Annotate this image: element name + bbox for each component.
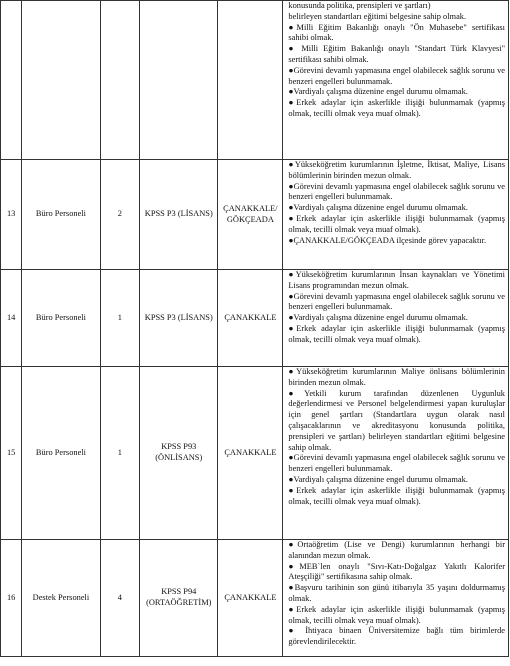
- row-number: 13: [1, 160, 22, 270]
- condition-item: belirleyen standartları eğitimi belgesine sahip olmak.: [288, 11, 467, 21]
- condition-item: ●Yetkili kurum tarafından düzenlenen Uygunluk değerlendirmesi ve Personel belgelendirmesi yapan kuruluşlar için genel şartları (Standartlara uygun olarak nasıl çalışacaklarının ve akreditasyonu konusunda politika, prensipleri ve şartları) belirleyen standartları eğitimi belgesine sahip olmak.: [288, 388, 505, 452]
- condition-item: ●Görevini devamlı yapmasına engel olabilecek sağlık sorunu ve benzeri engelleri bulunmamak.: [288, 65, 505, 86]
- conditions-cell: [283, 367, 509, 540]
- position-count: 4: [100, 540, 140, 657]
- condition-item: ●Vardiyalı çalışma düzenine engel durumu olmamak.: [288, 87, 468, 97]
- condition-item: ●Yükseköğretim kurumlarının İnsan kaynakları ve Yönetimi Lisans programından mezun olmak.: [288, 270, 505, 290]
- condition-item: ●Yükseköğretim kurumlarının İşletme, İktisat, Maliye, Lisans bölümlerinin birinden mezun olmak.: [288, 160, 505, 180]
- row-number: 15: [1, 367, 22, 540]
- conditions-cell: [283, 1, 509, 160]
- table-row: [1, 160, 509, 270]
- table-row: [1, 367, 509, 540]
- exam-type: KPSS P3 (LİSANS): [140, 160, 218, 270]
- position-count: 2: [100, 160, 140, 270]
- table-row: [1, 1, 509, 160]
- condition-item: ●Görevini devamlı yapmasına engel olabilecek sağlık sorunu ve benzeri engelleri bulunmamak.: [288, 453, 505, 474]
- condition-item: ●ÇANAKKALE/GÖKÇEADA ilçesinde görev yapacaktır.: [288, 235, 487, 245]
- row-number: 14: [1, 270, 22, 367]
- condition-item: ●MEB`len onaylı "Sıvı-Katı-Doğalgaz Yakıtlı Kalorifer Ateşçiliği" sertifikasına sahip olmak.: [288, 561, 505, 582]
- condition-item: ●Vardiyalı çalışma düzenine engel durumu olmamak.: [288, 474, 468, 484]
- conditions-cell: [283, 270, 509, 367]
- work-location: ÇANAKKALE: [218, 540, 283, 657]
- position-title: Destek Personeli: [22, 540, 100, 657]
- condition-item: ●Vardiyalı çalışma düzenine engel durumu olmamak.: [288, 203, 468, 213]
- work-location: ÇANAKKALE/ GÖKÇEADA: [218, 160, 283, 270]
- work-location: ÇANAKKALE: [218, 367, 283, 540]
- condition-item: ●Erkek adaylar için askerlikle ilişiği bulunmamak (yapmış olmak, tecilli olmak veya muaf olmak).: [288, 213, 505, 234]
- condition-item: ●Erkek adaylar için askerlikle ilişiği bulunmamak (yapmış olmak, tecilli olmak veya muaf olmak).: [288, 485, 505, 506]
- condition-item: konusunda politika, prensipleri ve şartları): [288, 1, 431, 10]
- condition-item: ●Erkek adaylar için askerlikle ilişiği bulunmamak (yapmış olmak, tecilli olmak veya muaf olmak).: [288, 98, 505, 118]
- condition-item: ● İhtiyaca binaen Üniversitemize bağlı tüm birimlerde görevlendirilecektir.: [288, 626, 505, 647]
- condition-item: ●Erkek adaylar için askerlikle ilişiği bulunmamak (yapmış olmak, tecilli olmak veya muaf olmak).: [288, 323, 505, 344]
- exam-type: KPSS P94 (ORTAÖĞRETİM): [140, 540, 218, 657]
- position-count: 1: [100, 270, 140, 367]
- row-number: 16: [1, 540, 22, 657]
- conditions-cell: [283, 540, 509, 657]
- position-title: Büro Personeli: [22, 367, 100, 540]
- position-count: [100, 1, 140, 160]
- condition-item: ●Vardiyalı çalışma düzenine engel durumu olmamak.: [288, 313, 468, 323]
- conditions-cell: [283, 160, 509, 270]
- position-count: 1: [100, 367, 140, 540]
- exam-type: KPSS P93 (ÖNLİSANS): [140, 367, 218, 540]
- condition-item: ●Görevini devamlı yapmasına engel olabilecek sağlık sorunu ve benzeri engelleri bulunmamak.: [288, 291, 505, 312]
- work-location: [218, 1, 283, 160]
- row-number: [1, 1, 22, 160]
- condition-item: ●Başvuru tarihinin son günü itibarıyla 35 yaşını doldurmamış olmak.: [288, 583, 505, 603]
- condition-item: ●Milli Eğitim Bakanlığı onaylı "Ön Muhasebe" sertifikası sahibi olmak.: [288, 22, 505, 43]
- table-row: [1, 540, 509, 657]
- condition-item: ● Milli Eğitim Bakanlığı onaylı "Standart Türk Klavyesi" sertifikası sahibi olmak.: [288, 44, 505, 64]
- position-title: Büro Personeli: [22, 160, 100, 270]
- condition-item: ●Ortaöğretim (Lise ve Dengi) kurumlarının herhangi bir alanından mezun olmak.: [288, 540, 505, 560]
- condition-item: ●Görevini devamlı yapmasına engel olabilecek sağlık sorunu ve benzeri engelleri bulunmamak.: [288, 181, 505, 202]
- condition-item: ●Erkek adaylar için askerlikle ilişiği bulunmamak (yapmış olmak, tecilli olmak veya muaf olmak).: [288, 604, 505, 625]
- exam-type: [140, 1, 218, 160]
- exam-type: KPSS P3 (LİSANS): [140, 270, 218, 367]
- work-location: ÇANAKKALE: [218, 270, 283, 367]
- position-title: Büro Personeli: [22, 270, 100, 367]
- position-title: [22, 1, 100, 160]
- table-row: [1, 270, 509, 367]
- condition-item: ●Yükseköğretim kurumlarının Maliye önlisans bölümlerinin birinden mezun olmak.: [288, 367, 505, 387]
